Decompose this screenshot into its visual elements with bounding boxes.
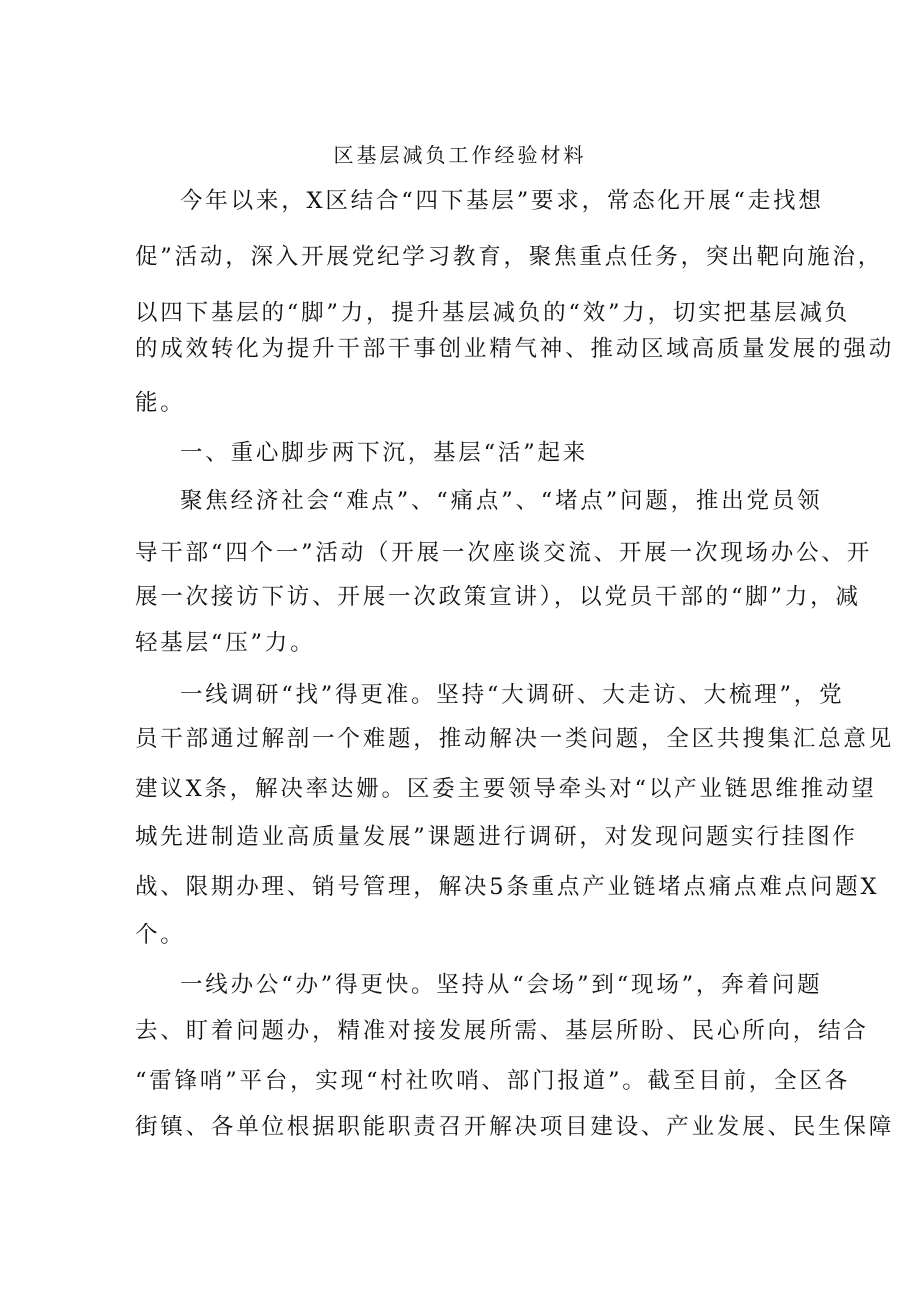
paragraph-line: 导干部“四个一”活动（开展一次座谈交流、开展一次现场办公、开 [135, 540, 873, 566]
paragraph-line: 个。 [135, 922, 186, 948]
section-heading: 一、重心脚步两下沉，基层“活”起来 [180, 440, 589, 466]
paragraph-line: 能。 [135, 390, 186, 416]
paragraph-line: 以四下基层的“脚”力，提升基层减负的“效”力，切实把基层减负 [135, 300, 851, 326]
paragraph-line: 聚焦经济社会“难点”、“痛点”、“堵点”问题，推出党员领 [180, 488, 823, 514]
paragraph-line: 街镇、各单位根据职能职责召开解决项目建设、产业发展、民生保障 [135, 1114, 895, 1140]
paragraph-line: 战、限期办理、销号管理，解决5条重点产业链堵点痛点难点问题X [135, 874, 880, 900]
document-title: 区基层减负工作经验材料 [333, 143, 587, 167]
paragraph-line: 建议X条，解决率达姗。区委主要领导牵头对“以产业链思维推动望 [135, 776, 877, 802]
paragraph-line: 城先进制造业高质量发展”课题进行调研，对发现问题实行挂图作 [135, 824, 858, 850]
paragraph-line: 一线调研“找”得更准。坚持“大调研、大走访、大梳理”，党 [180, 682, 845, 708]
paragraph-line: “雷锋哨”平台，实现“村社吹哨、部门报道”。截至目前，全区各 [135, 1068, 851, 1094]
paragraph-line: 展一次接访下访、开展一次政策宣讲），以党员干部的“脚”力，减 [135, 584, 861, 610]
paragraph-line: 员干部通过解剖一个难题，推动解决一类问题，全区共搜集汇总意见 [135, 726, 895, 752]
paragraph-line: 今年以来，X区结合“四下基层”要求，常态化开展“走找想 [180, 188, 824, 214]
paragraph-line: 一线办公“办”得更快。坚持从“会场”到“现场”，奔着问题 [180, 972, 823, 998]
paragraph-line: 促”活动，深入开展党纪学习教育，聚焦重点任务，突出靶向施治， [135, 244, 884, 270]
paragraph-line: 的成效转化为提升干部干事创业精气神、推动区域高质量发展的强动 [135, 336, 895, 362]
paragraph-line: 轻基层“压”力。 [135, 630, 316, 656]
paragraph-line: 去、盯着问题办，精准对接发展所需、基层所盼、民心所向，结合 [135, 1018, 869, 1044]
